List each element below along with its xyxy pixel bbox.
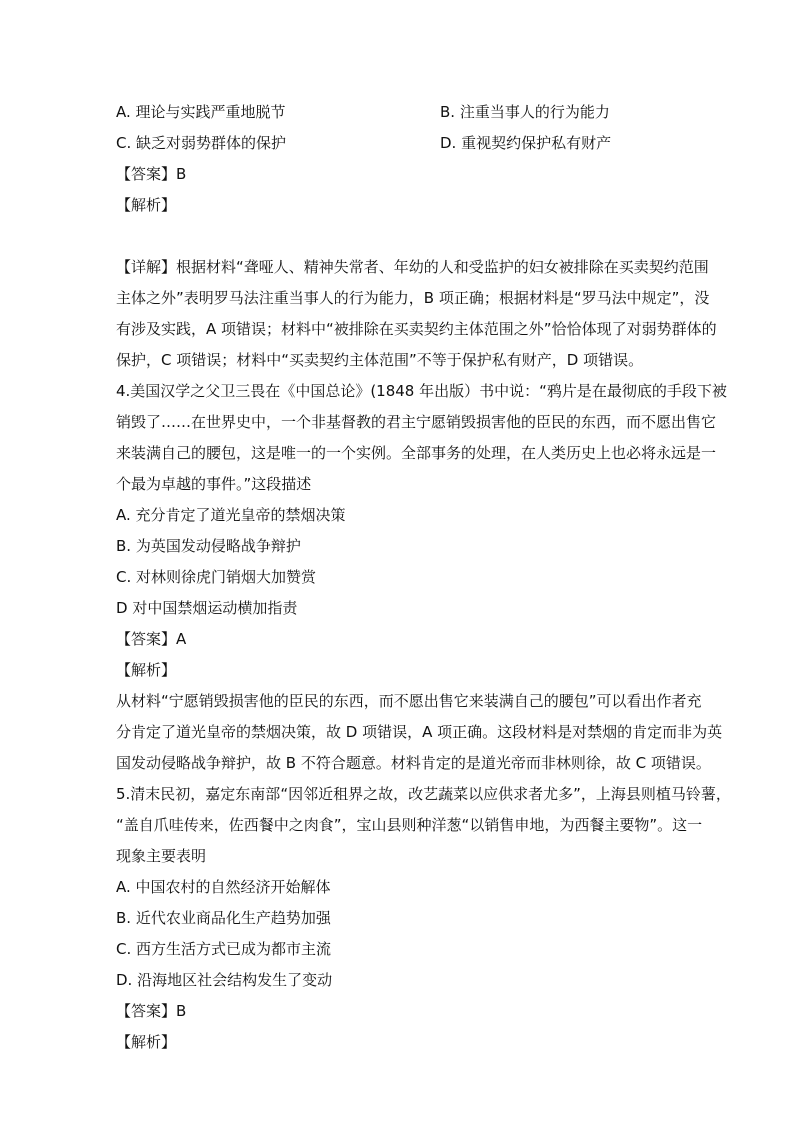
q3-detail-line: 主体之外”表明罗马法注重当事人的行为能力，B 项正确；根据材料是“罗马法中规定”，没 <box>116 289 710 307</box>
q4-option-c: C. 对林则徐虎门销烟大加赞赏 <box>116 568 317 586</box>
q5-stem-line: 现象主要表明 <box>116 847 207 865</box>
q5-analysis-label: 【解析】 <box>116 1033 177 1051</box>
q4-analysis-line: 从材料“宁愿销毁损害他的臣民的东西，而不愿出售它来装满自己的腰包”可以看出作者充 <box>116 692 702 710</box>
answer-label: 【答案】 <box>116 165 177 183</box>
answer-value: A <box>176 630 187 648</box>
answer-value: B <box>176 1002 187 1020</box>
q3-detail-line <box>116 257 709 277</box>
q4-analysis-line: 国发动侵略战争辩护，故 B 不符合题意。材料肯定的是道光帝而非林则徐，故 C 项错误。 <box>116 754 711 772</box>
q4-analysis-line: 分肯定了道光皇帝的禁烟决策，故 D 项错误，A 项正确。这段材料是对禁烟的肯定而非为英 <box>116 723 723 741</box>
q5-option-b: B. 近代农业商品化生产趋势加强 <box>116 909 331 927</box>
q4-option-a: A. 充分肯定了道光皇帝的禁烟决策 <box>116 506 346 524</box>
q3-detail-line: 有涉及实践，A 项错误；材料中“被排除在买卖契约主体范围之外”恰恰体现了对弱势群体的 <box>116 320 717 338</box>
detail-label: 【详解】 <box>116 258 177 276</box>
q5-answer <box>116 1001 186 1021</box>
q4-analysis-label: 【解析】 <box>116 661 177 679</box>
q4-stem-line: 销毁了……在世界史中，一个非基督教的君主宁愿销毁损害他的臣民的东西，而不愿出售它 <box>116 413 717 431</box>
q3-answer <box>116 164 186 184</box>
q5-option-d: D. 沿海地区社会结构发生了变动 <box>116 971 333 989</box>
q4-stem-line: 个最为卓越的事件。”这段描述 <box>116 475 312 493</box>
q4-stem-line: 4.美国汉学之父卫三畏在《中国总论》(1848 年出版）书中说：“鸦片是在最彻底的手段下被 <box>116 382 727 400</box>
q3-analysis-label: 【解析】 <box>116 196 177 214</box>
q3-option-d: D. 重视契约保护私有财产 <box>440 134 612 152</box>
q3-option-b: B. 注重当事人的行为能力 <box>440 103 610 121</box>
q4-option-d: D 对中国禁烟运动横加指责 <box>116 599 298 617</box>
q5-stem-line: 5.清末民初，嘉定东南部“因邻近租界之故，改艺蔬菜以应供求者尤多”，上海县则植马铃薯， <box>116 785 731 803</box>
answer-label: 【答案】 <box>116 630 177 648</box>
answer-label: 【答案】 <box>116 1002 177 1020</box>
q5-option-a: A. 中国农村的自然经济开始解体 <box>116 878 331 896</box>
q3-detail-line: 保护，C 项错误；材料中“买卖契约主体范围”不等于保护私有财产，D 项错误。 <box>116 351 644 369</box>
q4-option-b: B. 为英国发动侵略战争辩护 <box>116 537 301 555</box>
q3-option-c: C. 缺乏对弱势群体的保护 <box>116 134 287 152</box>
detail-text: 根据材料“聋哑人、精神失常者、年幼的人和受监护的妇女被排除在买卖契约范围 <box>176 258 709 276</box>
q3-option-a: A. 理论与实践严重地脱节 <box>116 103 286 121</box>
q5-stem-line: “盖自爪哇传来，佐西餐中之肉食”，宝山县则种洋葱“以销售申地，为西餐主要物”。这一 <box>116 816 703 834</box>
q4-stem-line: 来装满自己的腰包，这是唯一的一个实例。全部事务的处理，在人类历史上也必将永远是一 <box>116 444 717 462</box>
q5-option-c: C. 西方生活方式已成为都市主流 <box>116 940 332 958</box>
q4-answer <box>116 629 186 649</box>
answer-value: B <box>176 165 187 183</box>
